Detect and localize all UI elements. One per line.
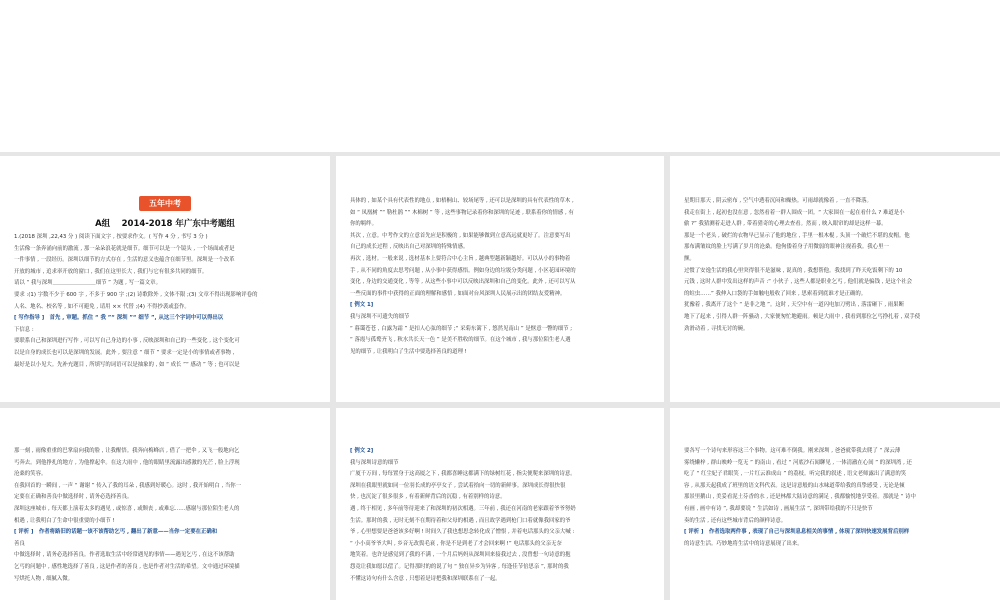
page-text — [350, 446, 650, 585]
text-line: 那是一个老头 , 破烂的衣物早已显示了他的地位 , 手里一根木棍 , 头顶一个破烂不堪的皮帽。他 — [684, 232, 910, 239]
text-line: 雾绕懒梓 , 群山映岭一览无 ” 的南山 , 看过 “ 河底沙石闻聊见 , 一体清澈在心间 ” 的深圳湾 , 还 — [684, 459, 912, 466]
text-line: 我与深圳不可遗失的细节 — [350, 313, 410, 320]
text-line: 不懂这诗句有什么含意 , 只想着是诗把我和深圳联系在了一起。 — [350, 575, 501, 582]
text-line: 最好是以小见大。先补充题目 , 所填写的词语可以是抽象的 , 如 “ 成长 ”“ 感动 ” 等 ; 也可以是 — [14, 361, 240, 368]
text-line: 其次 , 立意。中考作文的立意首先应是积极的 , 如果能够做到立意高远就更好了。注意要写出 — [350, 232, 571, 239]
document-page-6 — [670, 408, 1000, 600]
text-line: 吃了 “ 红尘妃子君眼笑 , 一片红云准成山 ” 的荔枝。听完我的叙述 , 语文老师露出了满意的笑 — [684, 471, 907, 478]
text-line: 一件事情 , 一段经历。深圳以细节的方式存在 , 生活的意义也蕴含在细节里。深圳是一个改革 — [14, 257, 235, 264]
text-line: 自己的成长过程 , 反映出自己对深圳的特殊情感。 — [350, 244, 469, 251]
page-text — [684, 196, 986, 335]
section-badge: 五年中考 — [139, 196, 191, 211]
text-line: 变化 , 身边的交通变化 , 等等 , 从这些小事中可以反映出深圳和自己的变化。此外 , 还可以写从 — [350, 279, 576, 286]
text-line: 深圳这座城市 , 每天都上演着太多的遇见 , 或惊喜 , 或颓丧 , 或难忘……感谢与那位陌生老人的 — [14, 505, 240, 512]
text-line: 遇 , 终于相见 , 多年前等待迎来了和深圳的初次相遇。三年前 , 我还在河南的老家跟着爷爷努奶 — [350, 505, 576, 512]
text-line: 有画 , 画中有诗 ”, 我却要说 “ 生活如诗 , 画展生活 ”, 深圳带给我的不只是快节 — [684, 505, 873, 512]
document-page-2 — [336, 156, 664, 402]
text-line: 那布满皱纹的脸上写满了岁月的沧桑。他佝偻着身子用微弱的眼神注视着我。我心里一 — [684, 244, 889, 251]
text-line: 一些反面的事件中获得的正面的理解和感悟 , 如面对台风深圳人民展示出的团结友爱精神。 — [350, 290, 566, 297]
text-line: 的蛀虫……” 我伸入口袋的手如触电般收了回来 , 思索着到底谁才是正确的。 — [684, 290, 867, 297]
page-text — [684, 446, 986, 550]
text-line: 地笑着。也许是感觉到了我的不满 , 一个月后妈妈从深圳回来接我过去 , 没曾想一句诗意的抱 — [350, 552, 571, 559]
text-line: 在我回首的一瞬间 , 一声 “ 谢谢 ” 传入了我的耳朵 , 我感到好暖心。这时 , 我开始明白 , 当你一 — [14, 482, 242, 489]
text-line: [ 例文 2] — [350, 448, 374, 454]
text-line: “ 小小高爷爷大叫 , 乡音无改鬓毛衰 , 你是不是到老了才会回来啊 !” 电话那头的父亲无奈 — [350, 540, 562, 547]
text-line: 劲滑动着 , 寻找无讨的碗。 — [684, 325, 749, 332]
text-line: 见的细节 , 让我明白了生活中要选择善良的道理 ! — [350, 348, 467, 355]
text-line: 颤。 — [684, 255, 695, 262]
text-line: 相遇 , 让我明白了生命中很重要的小细节 ! — [14, 517, 115, 524]
text-line: 的诗意生活。巧妙地将生活中的诗意展现了出来。 — [684, 540, 803, 547]
text-line: 要求 :(1) 字数不少于 600 字 , 不多于 900 字 ;(2) 诗歌除外 , 文体不限 ;(3) 文章不得出现影响评卷的 — [14, 291, 258, 298]
text-line: 生活。那时的我 , 无时无刻不在期待着和父母的相遇 , 而且故学遇到枪门口着就像我回家的爷 — [350, 517, 571, 524]
text-line: 下信息 : — [14, 326, 34, 333]
text-line: 再次 , 选材。一般来说 , 选材基本上要符合中心主旨 , 越典型越新颖越好。可以从小的事物着 — [350, 255, 571, 262]
text-line: 乞丐的问题中 , 感性地选择了善良 , 这是作者的善良 , 也是作者对生活的希望。文中通过环境描 — [14, 563, 240, 570]
text-line: 要联系自己和深圳进行写作 , 可以写自己身边的小事 , 反映深圳和自己的一些变化 , 这个变化可 — [14, 338, 240, 345]
text-line: 人名、地名、校名等 , 如不可避免 , 请用 ×× 代替 ;(4) 不得抄袭或套作。 — [14, 303, 190, 310]
text-line: 偷 ?” 我猜测着走进人群 , 带着猎奇的心理去查看。然而 , 映入眼帘的却是这样一幕。 — [684, 221, 887, 228]
text-line: 元钱 , 这时人群中发出这样的声音 :“ 小伙子 , 这些人都是职业乞丐 , 他们就是骗钱 , 是这个社会 — [684, 279, 913, 286]
text-line: 1.(2018 深圳 ,22,43 分 ) 阅读下面文字 , 按要求作文。( 写作 4 分 , 书写 3 分 ) — [14, 234, 208, 240]
page-text — [350, 196, 650, 358]
text-line: 快 , 也沉淀了很多很多 , 有着新鲜背后的沉稳 , 有着别样的诗意。 — [350, 494, 506, 501]
text-line: “ 暮霭苍苍 , 白露为霜 ” 是扣人心弦的细节 ;“ 采菊东篱下 , 悠然见南山 ” 是惬意一瞥的细节 ; — [350, 325, 573, 332]
text-line: 你的羁绊。 — [350, 221, 377, 228]
text-line: 中做选择时 , 请务必选择善良。作者选取生活中经常遇见的事情——遇见乞丐 , 在这不该帮助 — [14, 552, 235, 559]
text-line: 要各写一个诗句来形容这三个事物。这可难不倒我。刚来深圳 , 爸爸就带我去爬了 “ 深云薄 — [684, 448, 901, 454]
text-line: 那一刻 , 雨像重重的巴掌扇向我的脸 , 让我醒悟。我奔向梅峰店 , 借了一把伞 , 又飞一般地向乞 — [14, 448, 240, 454]
text-line: [ 例文 1] — [350, 302, 374, 309]
document-page-5 — [336, 408, 664, 600]
page-text — [14, 232, 316, 371]
text-line: 奏的生活 , 还有这些城市背后的颜样诗意。 — [684, 517, 787, 524]
text-line: 生活像一条奔涌向前的激流 , 那一朵朵浪花就是细节。细节可以是一个镜头 , 一个场面或者是 — [14, 245, 235, 252]
text-line: 请以 “ 我与深圳＿＿＿＿＿＿＿＿细节 ” 为题 , 写一篇文章。 — [14, 280, 161, 287]
text-line: 写烘托人物 , 细腻入微。 — [14, 575, 74, 582]
section-heading: A组 2014-2018 年广东中考题组 — [95, 219, 235, 229]
text-line: 地下了起来 , 引得人群一阵骚动 , 大家便匆忙地避雨。顿是大雨中 , 我看到那位乞丐挣扎着 , 双手使 — [684, 313, 921, 320]
document-page-4 — [0, 408, 330, 600]
text-line: 怨竟让我如愿以偿了。记得那时的的说了句 “ 独在异乡为异客 , 每逢佳节倍思亲 ”, 那时的我 — [350, 563, 569, 570]
text-line: 善良 — [14, 540, 25, 547]
document-page-3 — [670, 156, 1000, 402]
text-line: [ 写作指导 ] 首先 , 审题。抓住 “ 我 ”“ 深圳 ”“ 细节 ”, 从这三个字词中可以得出以 — [14, 315, 224, 322]
text-line: 那景里鹅山 , 美妥看泥土芬香的水 , 还是林都大陆诗意的满足 , 我都愉悦地享受着。那就是 “ 诗中 — [684, 494, 916, 501]
text-line: 容 , 从那天起我成了班里的语文科代表。这是诗意般的山水味道带给我的真挚感受 , 无论是倾 — [684, 482, 905, 489]
text-line: 沧桑的笑容。 — [14, 471, 47, 478]
text-line: “ 落霞与孤鹜齐飞 , 秋水共长天一色 ” 是美不胜收的细节。在这个城市 , 我与那位陌生老人遇 — [350, 337, 571, 344]
text-line: 定要在正确和善良中做选择时 , 请务必选择善良。 — [14, 494, 133, 501]
page-text — [14, 446, 316, 585]
text-line: 手 , 从不同的角度去思考问题 , 从小事中获得感悟。例如身边的垃圾分类问题 , 小区花园环境的 — [350, 267, 576, 274]
text-line: 丐奔去。到他挣扎的地方 , 为他撑起伞。在这大雨中 , 他的眼睛里流露出感激的光芒 , 脸上浮现 — [14, 459, 240, 466]
text-line: [ 评析 ] 作者选取两件事 , 表现了自己与深圳息息相关的事情 , 体现了深圳快速发展背后别样 — [684, 529, 910, 536]
text-line: 犹豫着 , 我离开了这个 “ 是非之地 ”。这时 , 天空中有一道闪电加刀劈出 , 落雷砸下 , 雨果断 — [684, 302, 904, 309]
text-line: [ 评析 ] 作者将路旧的话题一该不该帮助乞丐 , 翻出了新意——当你一定要在正确和 — [14, 529, 218, 536]
text-line: 具体的 , 如某个具有代表性的地点 , 如梧桐山、较场尾等 , 还可以是深圳的具有代表性的草木 , — [350, 198, 574, 204]
text-line: 如 “ 凤凰树 ”“ 勒杜鹃 ”“ 木棉树 ” 等 , 这些事物记录着你和深圳的足迹 , 联系着你的情感 , 有 — [350, 209, 574, 216]
document-page-1 — [0, 156, 330, 402]
text-line: 我走在街上 , 起初也没在意 , 忽然看着一群人围成一团。“ 大家围在一起在看什么 ? 难道是小 — [684, 209, 905, 216]
text-line: 星期日那天 , 阴云密布 , 空气中透着沉闷和燥热。可雨却就像着 , 一直不降落。 — [684, 198, 872, 204]
text-line: 广厦千万间 , 每每置身于这高厦之下 , 我都喜睡这都满下的绿树红花 , 指尖便爬来深圳的诗意。 — [350, 471, 576, 478]
text-line: 我与深圳诗意的细节 — [350, 459, 399, 466]
text-line: 深圳在我眼里就如同一位羽长成的亭亭女子 , 尝试着拾向一切的新鲜事。深圳成长得很快很 — [350, 482, 566, 489]
text-line: 开放的城市 , 追求率开放的窗口 , 我们在这里长大 , 我们与它有很多共同的细节。 — [14, 268, 208, 275]
text-line: 过惯了安逸生活的我心里突得很不是滋味 , 说真的 , 我想帮他。我找到了昨天吃饭剩下的 10 — [684, 267, 903, 274]
text-line: 爷 , 心里想要是爸爸该多好啊 ! 时间久了我也想思念转化成了憎恨 , 并着电话那头的父亲大喊 : — [350, 529, 575, 536]
text-line: 以是自身的成长也可以是深圳的发展。此外 , 要注意 “ 细节 ” 要求一定是小的事情或者事物 , — [14, 349, 235, 356]
